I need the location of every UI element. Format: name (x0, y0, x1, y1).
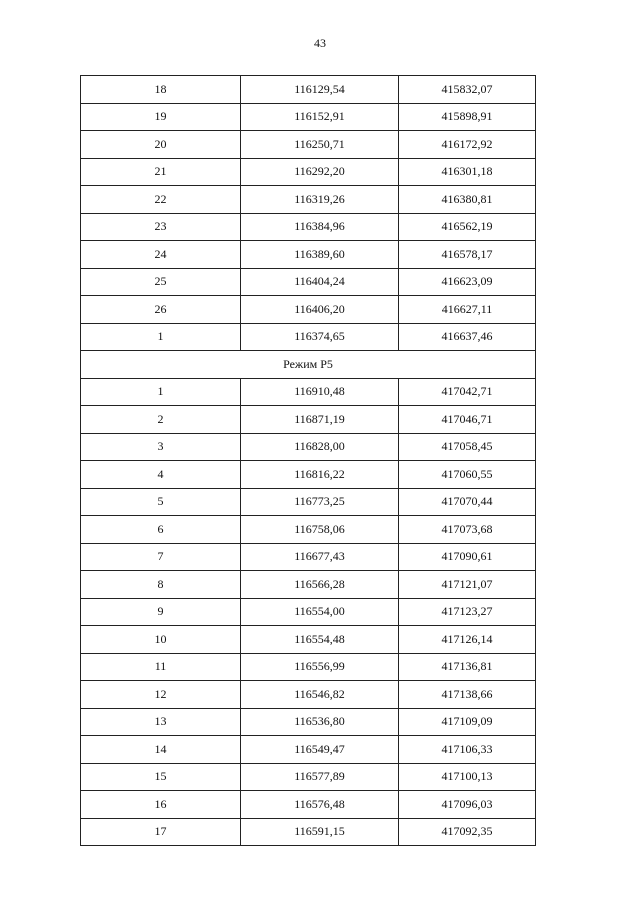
table-row (81, 516, 536, 544)
x-coordinate-cell: 116319,26 (241, 186, 399, 214)
point-number-cell: 23 (81, 213, 241, 241)
y-coordinate-cell: 417073,68 (399, 516, 536, 544)
point-number-cell: 4 (81, 461, 241, 489)
y-coordinate-cell: 417106,33 (399, 736, 536, 764)
y-coordinate-cell: 417121,07 (399, 571, 536, 599)
point-number-cell: 1 (81, 378, 241, 406)
y-coordinate-cell: 417058,45 (399, 433, 536, 461)
y-coordinate-cell: 417090,61 (399, 543, 536, 571)
point-number-cell: 5 (81, 488, 241, 516)
x-coordinate-cell: 116292,20 (241, 158, 399, 186)
x-coordinate-cell: 116546,82 (241, 681, 399, 709)
x-coordinate-cell: 116566,28 (241, 571, 399, 599)
point-number-cell: 21 (81, 158, 241, 186)
point-number-cell: 2 (81, 406, 241, 434)
x-coordinate-cell: 116374,65 (241, 323, 399, 351)
y-coordinate-cell: 415832,07 (399, 76, 536, 104)
y-coordinate-cell: 417042,71 (399, 378, 536, 406)
x-coordinate-cell: 116549,47 (241, 736, 399, 764)
table-row (81, 241, 536, 269)
point-number-cell: 16 (81, 791, 241, 819)
table-row (81, 598, 536, 626)
point-number-cell: 15 (81, 763, 241, 791)
y-coordinate-cell: 416380,81 (399, 186, 536, 214)
coordinates-table (80, 75, 536, 846)
x-coordinate-cell: 116389,60 (241, 241, 399, 269)
x-coordinate-cell: 116577,89 (241, 763, 399, 791)
y-coordinate-cell: 417138,66 (399, 681, 536, 709)
section-title: Режим Р5 (81, 351, 536, 379)
x-coordinate-cell: 116758,06 (241, 516, 399, 544)
y-coordinate-cell: 415898,91 (399, 103, 536, 131)
x-coordinate-cell: 116384,96 (241, 213, 399, 241)
table-row (81, 626, 536, 654)
coordinates-table-body (81, 76, 536, 846)
y-coordinate-cell: 417109,09 (399, 708, 536, 736)
x-coordinate-cell: 116536,80 (241, 708, 399, 736)
point-number-cell: 1 (81, 323, 241, 351)
table-row (81, 131, 536, 159)
point-number-cell: 10 (81, 626, 241, 654)
x-coordinate-cell: 116404,24 (241, 268, 399, 296)
y-coordinate-cell: 417070,44 (399, 488, 536, 516)
point-number-cell: 22 (81, 186, 241, 214)
point-number-cell: 20 (81, 131, 241, 159)
table-row (81, 433, 536, 461)
point-number-cell: 24 (81, 241, 241, 269)
y-coordinate-cell: 416578,17 (399, 241, 536, 269)
point-number-cell: 17 (81, 818, 241, 846)
y-coordinate-cell: 416172,92 (399, 131, 536, 159)
table-row (81, 378, 536, 406)
point-number-cell: 6 (81, 516, 241, 544)
table-row (81, 158, 536, 186)
y-coordinate-cell: 417046,71 (399, 406, 536, 434)
point-number-cell: 8 (81, 571, 241, 599)
x-coordinate-cell: 116129,54 (241, 76, 399, 104)
point-number-cell: 19 (81, 103, 241, 131)
table-row (81, 186, 536, 214)
table-row (81, 103, 536, 131)
x-coordinate-cell: 116556,99 (241, 653, 399, 681)
x-coordinate-cell: 116591,15 (241, 818, 399, 846)
point-number-cell: 3 (81, 433, 241, 461)
x-coordinate-cell: 116828,00 (241, 433, 399, 461)
x-coordinate-cell: 116152,91 (241, 103, 399, 131)
table-row (81, 763, 536, 791)
y-coordinate-cell: 417060,55 (399, 461, 536, 489)
table-row (81, 681, 536, 709)
table-row (81, 323, 536, 351)
table-row (81, 296, 536, 324)
x-coordinate-cell: 116554,00 (241, 598, 399, 626)
table-row (81, 406, 536, 434)
point-number-cell: 14 (81, 736, 241, 764)
y-coordinate-cell: 417123,27 (399, 598, 536, 626)
x-coordinate-cell: 116576,48 (241, 791, 399, 819)
y-coordinate-cell: 416627,11 (399, 296, 536, 324)
y-coordinate-cell: 417100,13 (399, 763, 536, 791)
x-coordinate-cell: 116554,48 (241, 626, 399, 654)
page-number: 43 (314, 36, 326, 50)
x-coordinate-cell: 116406,20 (241, 296, 399, 324)
y-coordinate-cell: 417126,14 (399, 626, 536, 654)
point-number-cell: 11 (81, 653, 241, 681)
x-coordinate-cell: 116871,19 (241, 406, 399, 434)
table-row (81, 736, 536, 764)
table-row (81, 571, 536, 599)
point-number-cell: 26 (81, 296, 241, 324)
point-number-cell: 9 (81, 598, 241, 626)
y-coordinate-cell: 416637,46 (399, 323, 536, 351)
x-coordinate-cell: 116910,48 (241, 378, 399, 406)
y-coordinate-cell: 416562,19 (399, 213, 536, 241)
point-number-cell: 7 (81, 543, 241, 571)
y-coordinate-cell: 417136,81 (399, 653, 536, 681)
y-coordinate-cell: 417096,03 (399, 791, 536, 819)
section-header-row (81, 351, 536, 379)
x-coordinate-cell: 116773,25 (241, 488, 399, 516)
table-row (81, 543, 536, 571)
table-row (81, 653, 536, 681)
x-coordinate-cell: 116250,71 (241, 131, 399, 159)
point-number-cell: 18 (81, 76, 241, 104)
table-row (81, 213, 536, 241)
table-row (81, 76, 536, 104)
point-number-cell: 25 (81, 268, 241, 296)
table-row (81, 488, 536, 516)
table-row (81, 818, 536, 846)
point-number-cell: 12 (81, 681, 241, 709)
y-coordinate-cell: 416301,18 (399, 158, 536, 186)
x-coordinate-cell: 116816,22 (241, 461, 399, 489)
table-row (81, 461, 536, 489)
y-coordinate-cell: 417092,35 (399, 818, 536, 846)
table-row (81, 268, 536, 296)
x-coordinate-cell: 116677,43 (241, 543, 399, 571)
table-row (81, 791, 536, 819)
table-row (81, 708, 536, 736)
point-number-cell: 13 (81, 708, 241, 736)
y-coordinate-cell: 416623,09 (399, 268, 536, 296)
